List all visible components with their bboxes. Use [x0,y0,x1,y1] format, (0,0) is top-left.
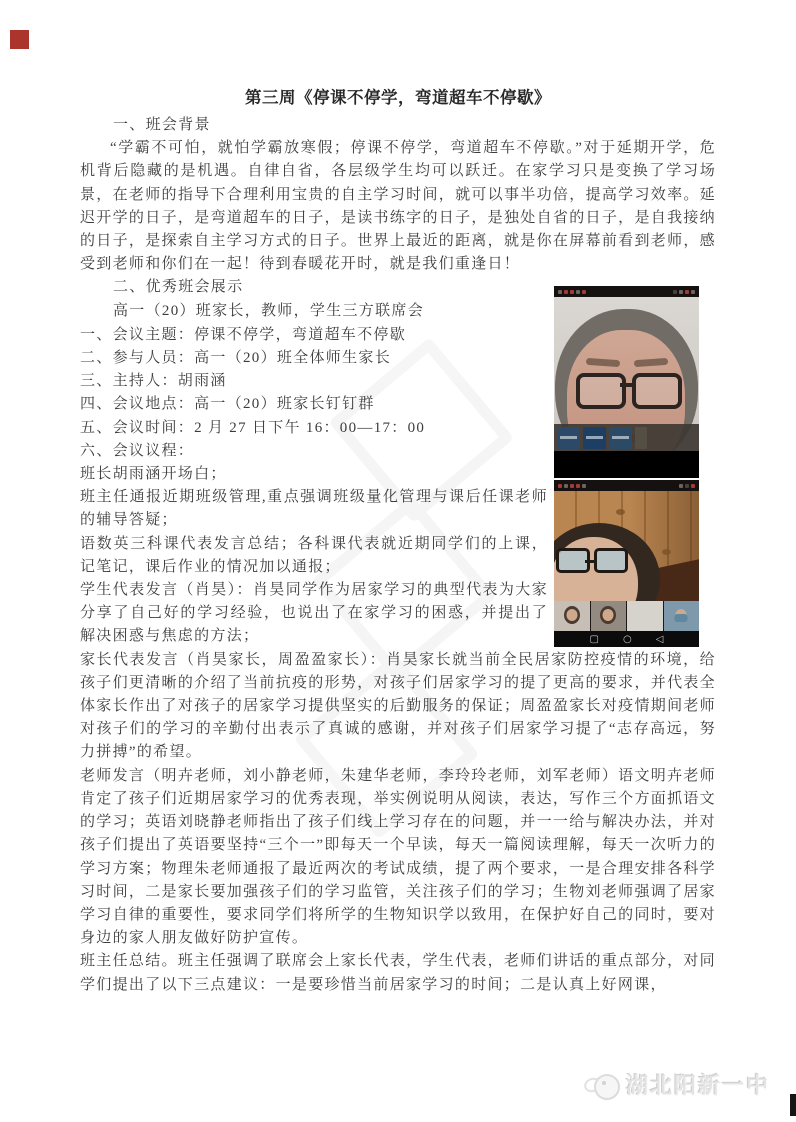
meeting-info-location: 四、会议地点：高一（20）班家长钉钉群 [80,396,375,413]
page-edge-mark [790,1094,796,1116]
school-logo-icon [584,1072,618,1098]
android-nav-bar [554,631,699,647]
participant-thumbnail-strip [554,424,699,451]
status-icons-right [673,290,695,294]
teacher-video-frame [554,297,699,451]
participant-thumbnail-strip [554,601,699,631]
meeting-info-host: 三、主持人：胡雨涵 [80,373,227,390]
agenda-item-teacher-speeches: 老师发言（明卉老师，刘小静老师，朱建华老师，李玲玲老师，刘军老师）语文明卉老师肯定了孩子们近期居家学习的优秀表现，举实例说明从阅读，表达，写作三个方面抓语文的学习；英语刘晓静老师指出了孩子们线上学习存在的问题，并一一给与解决办法，并对孩子们提出了英语要坚持“三个一”即每天一个早读，每天一篇阅读理解，每天一次听力的学习方案；物理朱老师通报了最近两次的考试成绩，提了两个要求，一是合理安排各科学习时间，二是家长要加强孩子们的学习监管，关注孩子们的学习；生物刘老师强调了居家学习自律的重要性，要求同学们将所学的生物知识学以致用，在保护好自己的同时，要对身边的家人朋友做好防护宣传。 [80,767,716,947]
back-triangle-icon: ◁ [655,633,664,645]
glasses-icon [594,548,628,573]
section-heading-showcase: 二、优秀班会展示 [113,279,244,296]
page-title: 第三周《停课不停学，弯道超车不停歇》 [245,88,551,107]
agenda-item-summary: 班主任总结。班主任强调了联席会上家长代表，学生代表，老师们讲话的重点部分，对同学们提出了以下三点建议：一是要珍惜当前居家学习的时间；二是认真上好网课， [80,953,716,993]
wood-knot [662,549,671,555]
student-video-frame [554,491,699,601]
glasses-bridge [585,560,594,563]
home-circle-icon: ○ [623,633,632,645]
glasses-icon [576,373,626,409]
document-content [80,86,716,997]
video-call-photo-teacher [554,286,699,478]
participant-thumbnail [583,427,606,449]
phone-status-bar [554,286,699,297]
phone-status-bar [554,480,699,491]
participant-thumbnail [664,601,700,631]
school-watermark-text: 湖北阳新一中 [625,1073,770,1098]
agenda-item-student-rep: 学生代表发言（肖昊）：肖昊同学作为居家学习的典型代表为大家分享了自己好的学习经验，也说出了在家学习的困惑，并提出了解决困惑与焦虑的方法； [80,582,548,645]
glasses-bridge [620,383,634,387]
status-icons-left [558,290,586,294]
meeting-info-participants: 二、参与人员：高一（20）班全体师生家长 [80,350,392,367]
participant-thumbnail [635,427,647,449]
section-heading-background: 一、班会背景 [113,117,211,133]
red-scan-marker [10,30,29,49]
video-call-photo-student [554,480,699,647]
participant-thumbnail [554,601,590,631]
status-icons-right [679,484,695,488]
recents-square-icon: ▢ [589,633,599,645]
meeting-info-time: 五、会议时间：2 月 27 日下午 16：00—17：00 [80,419,426,436]
meeting-info-agenda-label: 六、会议议程： [80,442,195,459]
wood-knot [616,509,625,515]
participant-thumbnail [591,601,627,631]
agenda-item-parent-reps: 家长代表发言（肖昊家长，周盈盈家长）：肖昊家长就当前全民居家防控疫情的环境，给孩子们更清晰的介绍了当前抗疫的形势，对孩子们居家学习的提了更高的要求，并代表全体家长作出了对孩子的居家学习提供坚实的后勤服务的保证；周盈盈家长对疫情期间老师对孩子们的学习的辛勤付出表示了真诚的感谢，并对孩子们居家学习提了“志存高远，努力拼搏”的希望。 [80,651,716,761]
participant-thumbnail [557,427,580,449]
school-watermark [584,1069,770,1100]
glasses-icon [632,373,682,409]
photo-column [548,286,716,647]
agenda-item-subject-reps: 语数英三科课代表发言总结；各科课代表就近期同学们的上课，记笔记，课后作业的情况加以通报； [80,535,548,575]
participant-thumbnail [627,601,663,631]
status-icons-left [558,484,586,488]
showcase-subheading: 高一（20）班家长，教师，学生三方联席会 [113,302,425,319]
agenda-item-head-teacher-report: 班主任通报近期班级管理,重点强调班级量化管理与课后任课老师的辅导答疑； [80,489,548,529]
background-paragraph: “学霸不可怕，就怕学霸放寒假；停课不停学，弯道超车不停歇。”对于延期开学，危机背后隐藏的是机遇。自律自省，各层级学生均可以跃迁。在家学习只是变换了学习场景，在老师的指导下合理利用宝贵的自主学习时间，就可以事半功倍，提高学习效率。延迟开学的日子，是弯道超车的日子，是读书练字的日子，是独处自省的日子，是自我接纳的日子，是探索自主学习方式的日子。世界上最近的距离，就是你在屏幕前看到老师，感受到老师和你们在一起！待到春暖花开时，就是我们重逢日！ [80,140,716,273]
participant-thumbnail [609,427,632,449]
meeting-info-topic: 一、会议主题：停课不停学，弯道超车不停歇 [80,326,407,343]
agenda-item-opening: 班长胡雨涵开场白； [80,466,227,483]
